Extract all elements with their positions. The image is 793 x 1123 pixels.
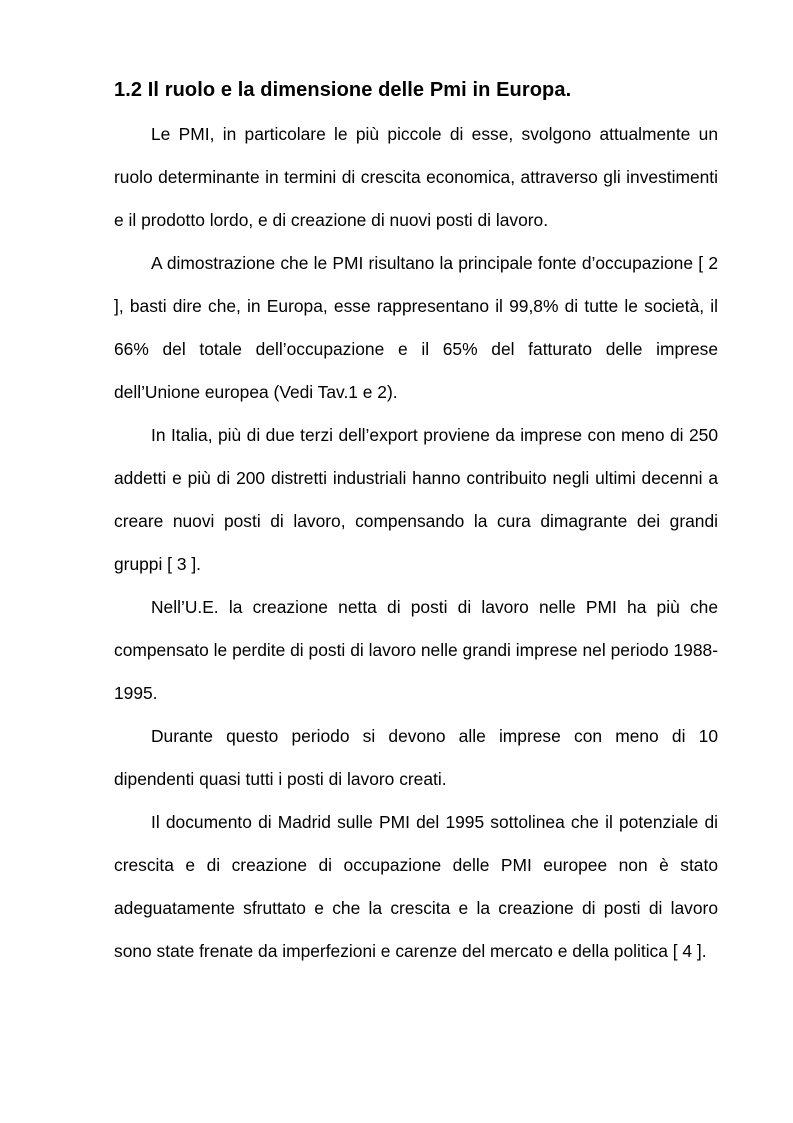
paragraph: Durante questo periodo si devono alle imprese con meno di 10 dipendenti quasi tutti i posti di lavoro creati. bbox=[114, 726, 718, 789]
paragraph: Il documento di Madrid sulle PMI del 1995 sottolinea che il potenziale di crescita e di creazione di occupazione delle PMI europee non è stato adeguatamente sfruttato e che la crescita e la creazione di posti di lavoro sono state frenate da imperfezioni e carenze del mercato e della politica [ 4 ]. bbox=[114, 812, 718, 961]
paragraph: Nell’U.E. la creazione netta di posti di lavoro nelle PMI ha più che compensato le perdite di posti di lavoro nelle grandi imprese nel periodo 1988-1995. bbox=[114, 597, 718, 703]
section-heading: 1.2 Il ruolo e la dimensione delle Pmi in Europa. bbox=[114, 79, 572, 101]
paragraph: A dimostrazione che le PMI risultano la principale fonte d’occupazione [ 2 ], basti dire che, in Europa, esse rappresentano il 99,8% di tutte le società, il 66% del totale dell’occupazione e il 65% del fatturato delle imprese dell’Unione europea (Vedi Tav.1 e 2). bbox=[114, 253, 718, 402]
paragraph: In Italia, più di due terzi dell’export proviene da imprese con meno di 250 addetti e più di 200 distretti industriali hanno contribuito negli ultimi decenni a creare nuovi posti di lavoro, compensando la cura dimagrante dei grandi gruppi [ 3 ]. bbox=[114, 425, 718, 574]
body-text bbox=[114, 113, 718, 973]
paragraph: Le PMI, in particolare le più piccole di esse, svolgono attualmente un ruolo determinante in termini di crescita economica, attraverso gli investimenti e il prodotto lordo, e di creazione di nuovi posti di lavoro. bbox=[114, 124, 718, 230]
